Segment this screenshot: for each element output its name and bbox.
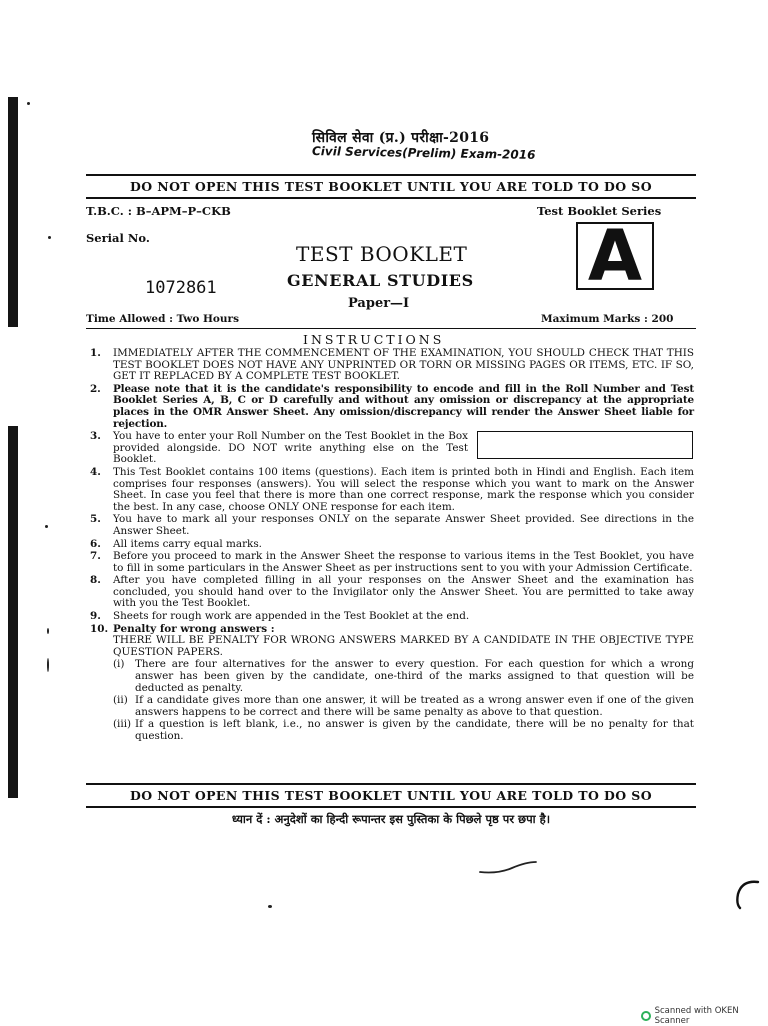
- bottom-rule-upper: [86, 783, 696, 785]
- exam-title-hindi: सिविल सेवा (प्र.) परीक्षा-2016: [312, 130, 490, 146]
- series-letter-box: [576, 215, 654, 297]
- scan-edge-bar-top: [8, 97, 18, 327]
- instruction-9: 9. Sheets for rough work are appended in the Test Booklet at the end.: [90, 610, 470, 623]
- tbc-code: T.B.C. : B–APM–P–CKB: [86, 204, 231, 218]
- penalty-intro: THERE WILL BE PENALTY FOR WRONG ANSWERS MARKED BY A CANDIDATE IN THE OBJECTIVE TYPE QUESTION PAPERS.: [113, 634, 694, 658]
- scan-speck: [45, 525, 48, 528]
- instruction-2: 2. Please note that it is the candidate's responsibility to encode and fill in the Roll Number and Test Booklet Series A, B, C or D carefully and without any omission or discrepancy at the appropriate places in the OMR Answer Sheet. Any omission/discrepancy will render the Answer Sheet liable for rejection.: [90, 382, 694, 430]
- pen-curl-mark: [732, 878, 762, 912]
- scan-speck: [27, 102, 30, 105]
- pen-stroke-mark: [478, 858, 538, 878]
- scan-speck: [48, 236, 51, 239]
- time-allowed: Time Allowed : Two Hours: [86, 313, 239, 325]
- top-rule-upper: [86, 174, 696, 176]
- exam-title-english: Civil Services(Prelim) Exam-2016: [312, 144, 536, 162]
- scan-speck: [47, 628, 49, 634]
- series-letter: A: [587, 215, 643, 297]
- scanner-logo-icon: [641, 1011, 651, 1021]
- instruction-3: 3. You have to enter your Roll Number on the Test Booklet in the Box provided alongside. DO NOT write anything else on the Test Booklet.: [90, 430, 468, 466]
- instruction-8: 8. After you have completed filling in all your responses on the Answer Sheet and the examination has concluded, you should hand over to the Invigilator only the Answer Sheet. You are permitted to take away with you the Test Booklet.: [90, 574, 694, 610]
- instruction-6: 6. All items carry equal marks.: [90, 537, 262, 550]
- penalty-title: Penalty for wrong answers :: [113, 622, 275, 635]
- instructions-rule: [86, 328, 696, 329]
- maximum-marks: Maximum Marks : 200: [541, 313, 674, 325]
- hindi-instructions-note: ध्यान दें : अनुदेशों का हिन्दी रूपान्तर इस पुस्तिका के पिछले पृष्ठ पर छपा है।: [231, 812, 551, 826]
- subject-title: GENERAL STUDIES: [287, 271, 474, 290]
- scanner-watermark-text: Scanned with OKEN Scanner: [654, 1006, 739, 1026]
- serial-label: Serial No.: [86, 231, 150, 245]
- instruction-4: 4. This Test Booklet contains 100 items (questions). Each item is printed both in Hindi and English. Each item comprises four responses (answers). You will select the response which you want to mark on the Answer Sheet. In case you feel that there is more than one correct response, mark the response which you consider the best. In any case, choose ONLY ONE response for each item.: [90, 465, 694, 513]
- instruction-7: 7. Before you proceed to mark in the Answer Sheet the response to various items in the Test Booklet, you have to fill in some particulars in the Answer Sheet as per instructions sent to you with your Admission Certificate.: [90, 550, 694, 574]
- booklet-title: TEST BOOKLET: [296, 242, 468, 266]
- penalty-rule-i: (i) There are four alternatives for the answer to every question. For each question for which a wrong answer has been given by the candidate, one-third of the marks assigned to that question will be deducted as penalty.: [113, 658, 694, 694]
- paper-title: Paper—I: [348, 296, 410, 311]
- bottom-rule-lower: [86, 806, 696, 808]
- instructions-list: [90, 348, 694, 744]
- penalty-rules: [113, 659, 694, 742]
- instruction-5: 5. You have to mark all your responses ONLY on the separate Answer Sheet provided. See directions in the Answer Sheet.: [90, 513, 694, 537]
- series-label: Test Booklet Series: [537, 204, 662, 218]
- scanner-watermark: [641, 1006, 768, 1026]
- top-rule-lower: [86, 197, 696, 199]
- scan-edge-bar-bottom: [8, 426, 18, 798]
- serial-number: 1072861: [145, 278, 217, 298]
- top-warning-banner: DO NOT OPEN THIS TEST BOOKLET UNTIL YOU ARE TOLD TO DO SO: [129, 179, 653, 194]
- scan-speck: [47, 658, 49, 672]
- scan-speck: [268, 905, 272, 908]
- instruction-1: 1. IMMEDIATELY AFTER THE COMMENCEMENT OF THE EXAMINATION, YOU SHOULD CHECK THAT THIS TEST BOOKLET DOES NOT HAVE ANY UNPRINTED OR TORN OR MISSING PAGES OR ITEMS, ETC. IF SO, GET IT REPLACED BY A COMPLETE TEST BOOKLET.: [90, 347, 694, 383]
- instructions-heading: INSTRUCTIONS: [303, 332, 445, 347]
- bottom-warning-banner: DO NOT OPEN THIS TEST BOOKLET UNTIL YOU ARE TOLD TO DO SO: [129, 788, 653, 803]
- instruction-10-penalty: 10. Penalty for wrong answers : THERE WILL BE PENALTY FOR WRONG ANSWERS MARKED BY A CANDIDATE IN THE OBJECTIVE TYPE QUESTION PAPERS. (i) There are four alternatives for the answer to every question. For each question for which a wrong answer has been given by the candidate, one-third of the marks assigned to that question will be deducted as penalty. (ii) If a candidate gives more than one answer, it will be treated as a wrong answer even if one of the given answers happens to be correct and there will be same penalty as above to that question. (iii) If a question is left blank, i.e., no answer is given by the candidate, there will be no penalty for that question.: [90, 622, 694, 742]
- penalty-rule-iii: (iii) If a question is left blank, i.e., no answer is given by the candidate, there will be no penalty for that question.: [113, 718, 694, 742]
- penalty-rule-ii: (ii) If a candidate gives more than one answer, it will be treated as a wrong answer even if one of the given answers happens to be correct and there will be same penalty as above to that question.: [113, 694, 694, 718]
